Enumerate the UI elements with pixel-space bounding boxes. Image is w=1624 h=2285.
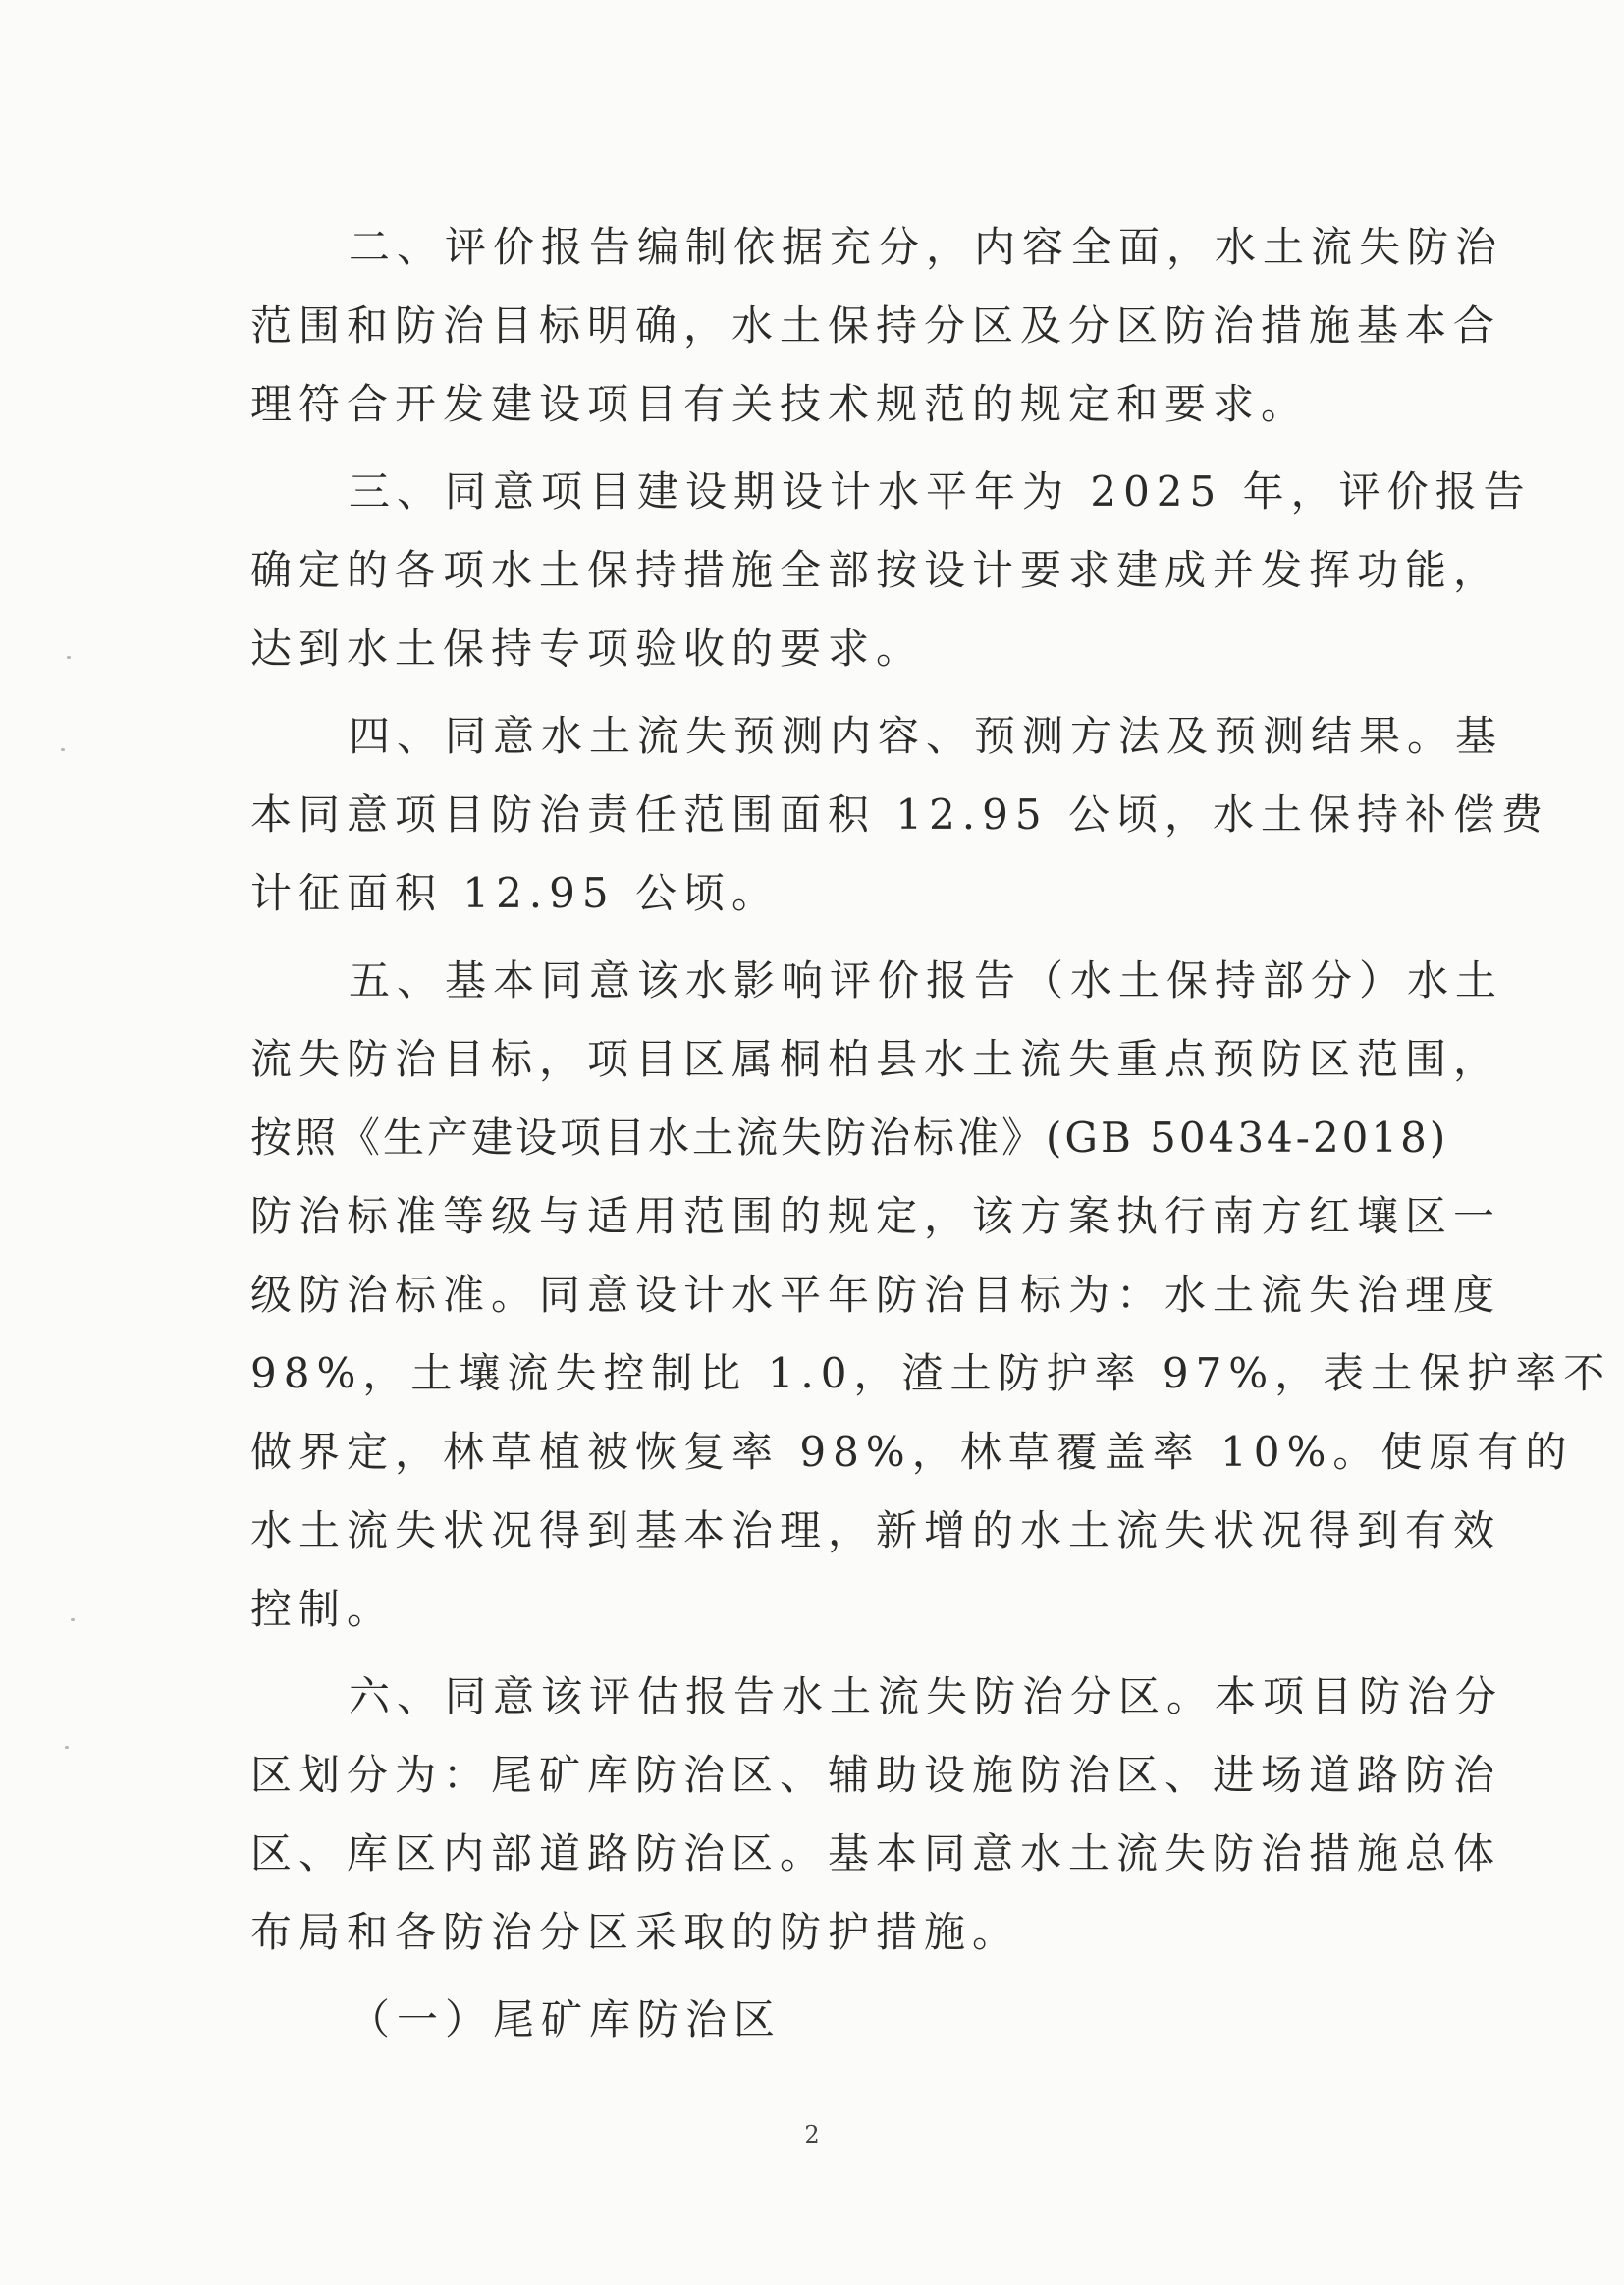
paragraph-2 [250, 208, 1504, 444]
section-heading [250, 1981, 1375, 2059]
text-line: 控制。 [250, 1585, 396, 1633]
paragraph-4 [250, 697, 1549, 933]
text-line: 级防治标准。同意设计水平年防治目标为：水土流失治理度 [250, 1271, 1502, 1319]
text-line: 流失防治目标，项目区属桐柏县水土流失重点预防区范围， [250, 1035, 1502, 1083]
scan-speck [65, 1746, 69, 1749]
text-line: 六、同意该评估报告水土流失防治分区。本项目防治分 [349, 1672, 1504, 1720]
text-line: 98%，土壤流失控制比 1.0，渣土防护率 97%，表土保护率不 [250, 1349, 1612, 1397]
paragraph-6 [250, 1658, 1504, 1972]
text-line: 范围和防治目标明确，水土保持分区及分区防治措施基本合 [250, 301, 1502, 350]
text-line: 五、基本同意该水影响评价报告（水土保持部分）水土 [349, 956, 1504, 1005]
text-line: 本同意项目防治责任范围面积 12.95 公顷，水土保持补偿费 [250, 790, 1549, 839]
text-line: 区划分为：尾矿库防治区、辅助设施防治区、进场道路防治 [250, 1751, 1502, 1799]
text-line: 达到水土保持专项验收的要求。 [250, 625, 925, 673]
text-line: 确定的各项水土保持措施全部按设计要求建成并发挥功能， [250, 546, 1502, 594]
text-line: （一）尾矿库防治区 [349, 1995, 783, 2043]
scan-speck [71, 1618, 75, 1621]
scan-speck [61, 748, 65, 751]
text-line: 水土流失状况得到基本治理，新增的水土流失状况得到有效 [250, 1506, 1502, 1554]
text-line: 计征面积 12.95 公顷。 [250, 869, 780, 917]
text-line: 防治标准等级与适用范围的规定，该方案执行南方红壤区一 [250, 1192, 1502, 1240]
text-line: 区、库区内部道路防治区。基本同意水土流失防治措施总体 [250, 1829, 1502, 1877]
paragraph-5 [250, 942, 1612, 1649]
text-line: 理符合开发建设项目有关技术规范的规定和要求。 [250, 380, 1310, 428]
text-line: 四、同意水土流失预测内容、预测方法及预测结果。基 [349, 712, 1504, 760]
page-number: 2 [804, 2121, 820, 2149]
scan-speck [67, 656, 71, 659]
text-line: 二、评价报告编制依据充分，内容全面，水土流失防治 [349, 223, 1504, 271]
text-line: 三、同意项目建设期设计水平年为 2025 年，评价报告 [349, 467, 1532, 516]
document-body [250, 208, 1612, 2068]
text-line: 做界定，林草植被恢复率 98%，林草覆盖率 10%。使原有的 [250, 1428, 1574, 1476]
text-line: 布局和各防治分区采取的防护措施。 [250, 1908, 1021, 1956]
paragraph-3 [250, 453, 1532, 688]
text-line: 按照《生产建设项目水土流失防治标准》(GB 50434-2018) [250, 1114, 1449, 1162]
